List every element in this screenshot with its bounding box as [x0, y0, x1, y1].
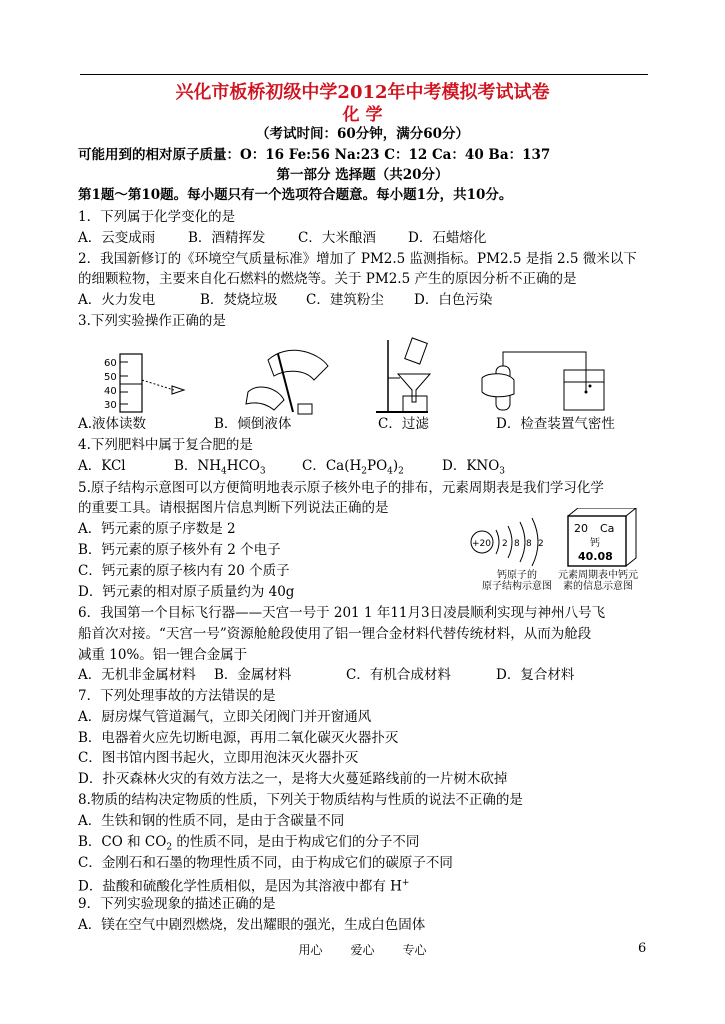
q9-option-a: A．镁在空气中剧烈燃烧，发出耀眼的强光，生成白色固体	[78, 917, 426, 933]
q8-option-d: D．盐酸和硫酸化学性质相似，是因为其溶液中都有 H+	[78, 878, 410, 895]
q8-option-b: B．CO 和 $CO_2$ 的性质不同，是由于构成它们的分子不同	[78, 834, 420, 853]
q6-stem-line1: 6．我国第一个目标飞行器——天宫一号于 201 1 年11月3日凌晨顺利实现与神州八号飞	[78, 605, 606, 621]
q3-option-d: D．检查装置气密性	[496, 416, 615, 432]
q6-stem-line2: 船首次对接。“天宫一号”资源舱舱段使用了铝一锂合金材料代替传统材料，从而为舱段	[78, 626, 592, 642]
q4-option-b: B．$NH_4HCO_3$	[174, 458, 266, 477]
shell-count: 8	[514, 539, 520, 549]
atomic-mass-line: 可能用到的相对原子质量：O：16 Fe:56 Na:23 C：12 Ca：40 Ba：137	[78, 147, 551, 163]
q2-option-c: C．建筑粉尘	[306, 292, 384, 308]
q5-stem-line2: 的重要工具。请根据图片信息判断下列说法正确的是	[78, 500, 389, 516]
q5-option-b: B．钙元素的原子核外有 2 个电子	[78, 542, 281, 558]
exam-title: 兴化市板桥初级中学2012年中考模拟考试试卷	[175, 82, 550, 103]
q5-option-d: D．钙元素的相对原子质量约为 40g	[78, 584, 295, 600]
q2-option-b: B．焚烧垃圾	[200, 292, 278, 308]
q7-option-d: D．扑灭森林火灾的有效方法之一，是将大火蔓延路线前的一片树木砍掉	[78, 771, 508, 787]
q1-option-d: D．石蜡熔化	[408, 230, 487, 246]
q5-stem-line1: 5.原子结构示意图可以方便简明地表示原子核外电子的排布，元素周期表是我们学习化学	[78, 480, 604, 496]
element-symbol: Ca	[600, 522, 615, 535]
q6-stem-line3: 减重 10%。铝一锂合金属于	[78, 647, 248, 663]
q2-stem-line1: 2．我国新修订的《环境空气质量标准》增加了 PM2.5 监测指标。PM2.5 是指 2.5 微米以下	[78, 251, 637, 267]
atomic-structure-diagram	[471, 518, 544, 566]
q4-option-a: A．KCl	[78, 458, 126, 474]
q3-option-c: C．过滤	[378, 416, 429, 432]
q7-option-b: B．电器着火应先切断电源，再用二氧化碳灭火器扑灭	[78, 730, 399, 746]
scale-label: 60	[104, 358, 117, 369]
q3-option-a: A.液体读数	[78, 416, 147, 432]
figure-filtration	[376, 338, 430, 412]
atomic-mass: 40.08	[578, 550, 613, 563]
header-rule	[80, 74, 648, 75]
page-footer: 用心 爱心 专心	[298, 943, 427, 957]
q1-option-a: A．云变成雨	[78, 230, 156, 246]
q2-option-a: A．火力发电	[78, 292, 156, 308]
scale-label: 30	[104, 400, 117, 411]
element-name: 钙	[590, 538, 600, 549]
nucleus-charge: +20	[472, 539, 491, 549]
q1-options	[78, 229, 486, 247]
q8-option-a: A．生铁和钢的性质不同，是由于含碳量不同	[78, 813, 345, 829]
q7-option-c: C．图书馆内图书起火，立即用泡沫灭火器扑灭	[78, 750, 359, 766]
q8-stem: 8.物质的结构决定物质的性质，下列关于物质结构与性质的说法不正确的是	[78, 792, 523, 808]
figure-airtightness	[482, 352, 604, 410]
time-info: （考试时间：60分钟，满分60分）	[255, 126, 470, 142]
periodic-cell-caption: 元素周期表中钙元 素的信息示意图	[558, 570, 638, 592]
q6-option-b: B．金属材料	[214, 667, 292, 683]
q1-stem: 1．下列属于化学变化的是	[78, 209, 236, 225]
shell-count: 2	[538, 539, 544, 549]
q4-option-d: D．$KNO_3$	[442, 458, 506, 477]
q4-option-c: C．$Ca(H_2PO_4)_2$	[302, 458, 404, 477]
q5-figures	[468, 508, 648, 570]
shell-count: 2	[502, 539, 508, 549]
figure-pouring-liquid	[246, 350, 328, 414]
q3-options	[78, 415, 615, 433]
q2-stem-line2: 的细颗粒物，主要来自化石燃料的燃烧等。关于 PM2.5 产生的原因分析不正确的是	[78, 271, 577, 287]
q6-option-c: C．有机合成材料	[346, 667, 451, 683]
q4-options	[78, 457, 505, 481]
figure-graduated-cylinder	[104, 354, 184, 412]
q2-option-d: D．白色污染	[414, 292, 493, 308]
instructions: 第1题～第10题。每小题只有一个选项符合题意。每小题1分，共10分。	[78, 187, 513, 203]
q5-option-a: A．钙元素的原子序数是 2	[78, 521, 236, 537]
q8-option-c: C．金刚石和石墨的物理性质不同，由于构成它们的碳原子不同	[78, 855, 453, 871]
q5-option-c: C．钙元素的原子核内有 20 个质子	[78, 563, 290, 579]
q6-option-d: D．复合材料	[496, 667, 575, 683]
q3-figures	[78, 332, 648, 416]
scale-label: 40	[104, 386, 117, 397]
atomic-diagram-caption: 钙原子的 原子结构示意图	[482, 570, 552, 592]
q4-stem: 4.下列肥料中属于复合肥的是	[78, 437, 253, 453]
subject-title: 化 学	[342, 105, 383, 125]
page-number: 6	[638, 941, 647, 956]
q6-options	[78, 666, 574, 684]
q2-options	[78, 291, 492, 309]
q1-option-b: B．酒精挥发	[188, 230, 266, 246]
scale-label: 50	[104, 372, 117, 383]
q3-option-b: B．倾倒液体	[214, 416, 292, 432]
q7-stem: 7．下列处理事故的方法错误的是	[78, 688, 276, 704]
q1-option-c: C．大米酿酒	[298, 230, 376, 246]
q7-option-a: A．厨房煤气管道漏气，立即关闭阀门并开窗通风	[78, 709, 372, 725]
part-heading: 第一部分 选择题（共20分）	[276, 167, 449, 183]
q6-option-a: A．无机非金属材料	[78, 667, 196, 683]
q9-stem: 9．下列实验现象的描述正确的是	[78, 896, 276, 912]
atomic-number: 20	[574, 522, 588, 535]
periodic-table-cell	[568, 508, 636, 566]
q3-stem: 3.下列实验操作正确的是	[78, 313, 226, 329]
shell-count: 8	[526, 539, 532, 549]
